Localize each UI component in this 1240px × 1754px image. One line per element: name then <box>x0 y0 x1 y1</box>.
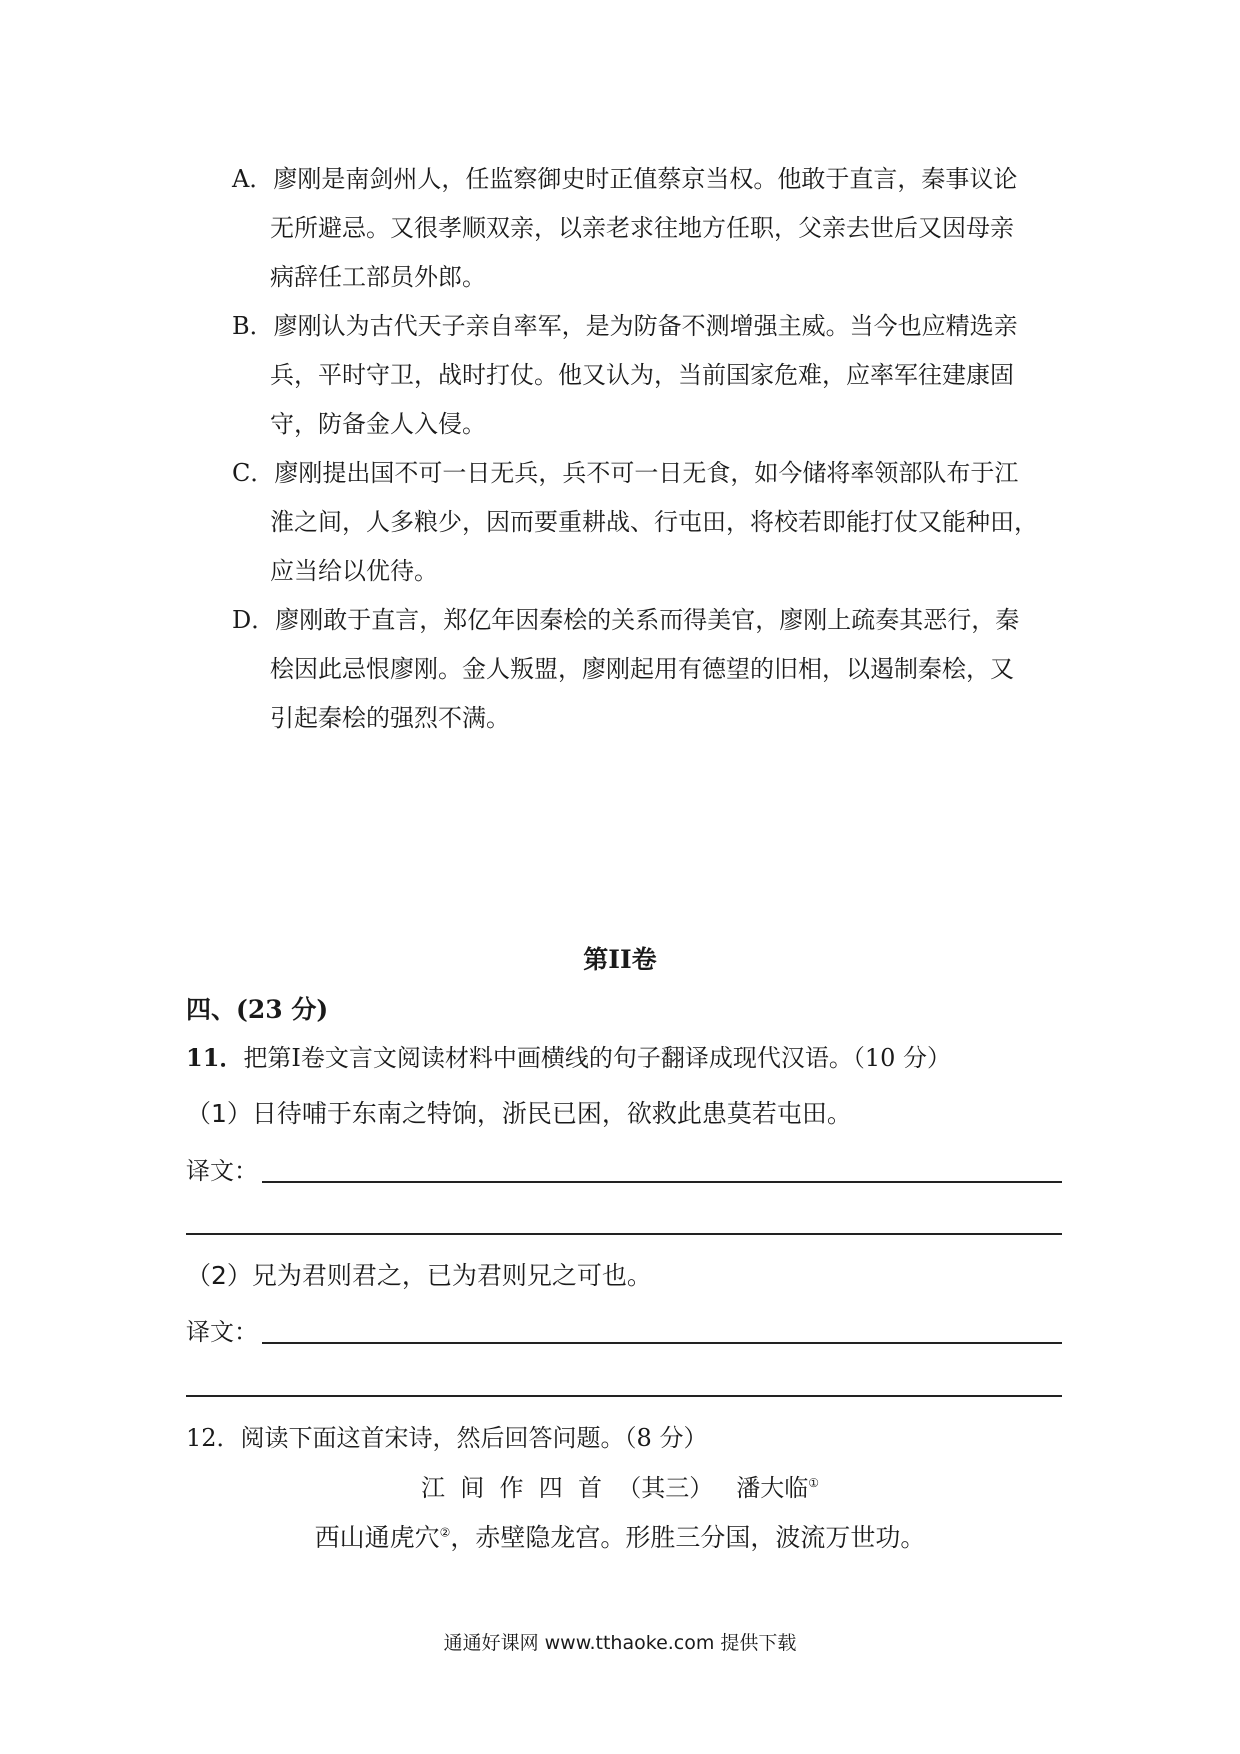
option-b-line-1: B．廖刚认为古代天子亲自率军，是为防备不测增强主威。当今也应精选亲 <box>232 312 1018 340</box>
option-a <box>232 155 1062 302</box>
option-letter: C． <box>232 459 275 487</box>
question-text: 阅读下面这首宋诗，然后回答问题。（8 分） <box>240 1424 708 1452</box>
option-d-line-1: D．廖刚敢于直言，郑亿年因秦桧的关系而得美官，廖刚上疏奏其恶行，秦 <box>232 606 1020 634</box>
option-a-line-1: A．廖刚是南剑州人，任监察御史时正值蔡京当权。他敢于直言，秦事议论 <box>232 165 1018 193</box>
answer-line[interactable] <box>186 1395 1062 1397</box>
footnote-marker: ② <box>439 1525 451 1540</box>
option-b <box>232 302 1062 449</box>
option-b-line-3: 守，防备金人入侵。 <box>270 410 486 438</box>
option-c-line-3: 应当给以优待。 <box>270 557 438 585</box>
option-a-line-3: 病辞任工部员外郎。 <box>270 263 486 291</box>
poem-line: 西山通虎穴②，赤壁隐龙宫。形胜三分国，波流万世功。 <box>314 1523 926 1552</box>
question-number: 11． <box>186 1043 244 1072</box>
option-c <box>232 449 1062 596</box>
q11-item-2: （2）兄为君则君之，已为君则兄之可也。 <box>186 1261 652 1290</box>
answer-line[interactable] <box>262 1342 1062 1344</box>
option-c-line-2: 淮之间，人多粮少，因而要重耕战、行屯田，将校若即能打仗又能种田， <box>270 508 1038 536</box>
page-footer: 通通好课网 www.tthaoke.com 提供下载 <box>443 1632 797 1654</box>
answer-line[interactable] <box>186 1233 1062 1235</box>
option-a-line-2: 无所避忌。又很孝顺双亲，以亲老求往地方任职，父亲去世后又因母亲 <box>270 214 1014 242</box>
answer-line[interactable] <box>262 1181 1062 1183</box>
question-11 <box>186 1038 951 1073</box>
q11-item-1: （1）日待哺于东南之特饷，浙民已困，欲救此患莫若屯田。 <box>186 1099 852 1128</box>
option-letter: D． <box>232 606 276 634</box>
part-heading: 四、(23 分) <box>186 995 329 1024</box>
option-letter: A． <box>232 165 274 193</box>
option-d-line-3: 引起秦桧的强烈不满。 <box>270 704 510 732</box>
question-text: 把第I卷文言文阅读材料中画横线的句子翻译成现代汉语。（10 分） <box>243 1044 952 1072</box>
poem-title: 江 间 作 四 首 （其三） 潘大临① <box>421 1474 819 1502</box>
option-d-line-2: 桧因此忌恨廖刚。金人叛盟，廖刚起用有德望的旧相，以遏制秦桧，又 <box>270 655 1014 683</box>
question-12 <box>186 1418 707 1453</box>
option-letter: B． <box>232 312 274 340</box>
option-d <box>232 596 1062 743</box>
section-title: 第II卷 <box>583 945 657 974</box>
answer-label: 译文： <box>186 1318 258 1346</box>
footnote-marker: ① <box>808 1476 819 1490</box>
answer-label: 译文： <box>186 1157 258 1185</box>
question-number: 12． <box>186 1424 241 1452</box>
option-b-line-2: 兵，平时守卫，战时打仗。他又认为，当前国家危难，应率军往建康固 <box>270 361 1014 389</box>
option-c-line-1: C．廖刚提出国不可一日无兵，兵不可一日无食，如今储将率领部队布于江 <box>232 459 1019 487</box>
